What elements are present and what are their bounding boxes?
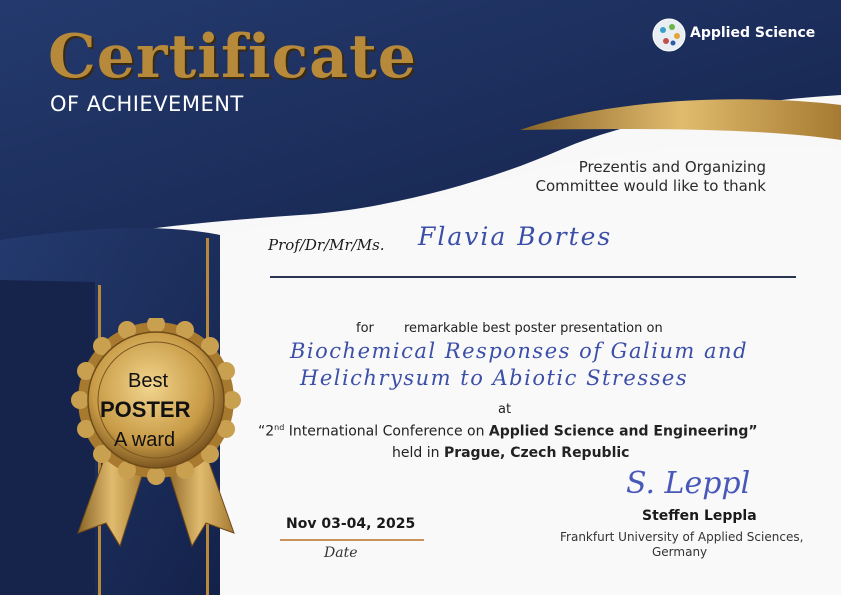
date-value: Nov 03-04, 2025 [286,516,416,532]
seal-line-2: POSTER [100,397,191,422]
brand-name: Applied Science [690,25,816,41]
certificate-title: Certificate [48,22,417,92]
held-line [392,445,629,461]
conference-name: Applied Science and Engineering” [488,423,758,440]
signer-name: Steffen Leppla [642,508,757,524]
seal-line-1: Best [128,370,169,392]
recipient-name: Flavia Bortes [418,222,613,251]
conference-prefix: “2 [258,423,275,440]
certificate-subtitle: OF ACHIEVEMENT [50,92,244,116]
conference-ordinal: nd [274,423,285,432]
signature: S. Leppl [626,466,751,501]
thanks-line-1: Prezentis and Organizing [578,158,766,176]
seal-line-3: A ward [114,429,176,451]
recipient-underline [270,276,796,278]
held-prefix: held in [392,445,444,461]
thanks-line-2: Committee would like to thank [535,177,766,195]
held-location: Prague, Czech Republic [443,445,630,461]
recipient-prefix: Prof/Dr/Mr/Ms. [268,236,385,254]
date-underline [280,539,424,541]
signer-affiliation-2: Germany [652,545,708,559]
conference-mid: International Conference on [284,423,489,440]
for-text: remarkable best poster presentation on [404,321,663,336]
at-word: at [498,402,512,417]
signer-affiliation-1: Frankfurt University of Applied Sciences, [560,530,804,544]
topic-line-2: Helichrysum to Abiotic Stresses [300,366,689,390]
date-label: Date [324,545,358,561]
for-word: for [356,321,374,336]
topic-line-1: Biochemical Responses of Galium and [290,339,749,363]
conference-line [258,423,758,440]
